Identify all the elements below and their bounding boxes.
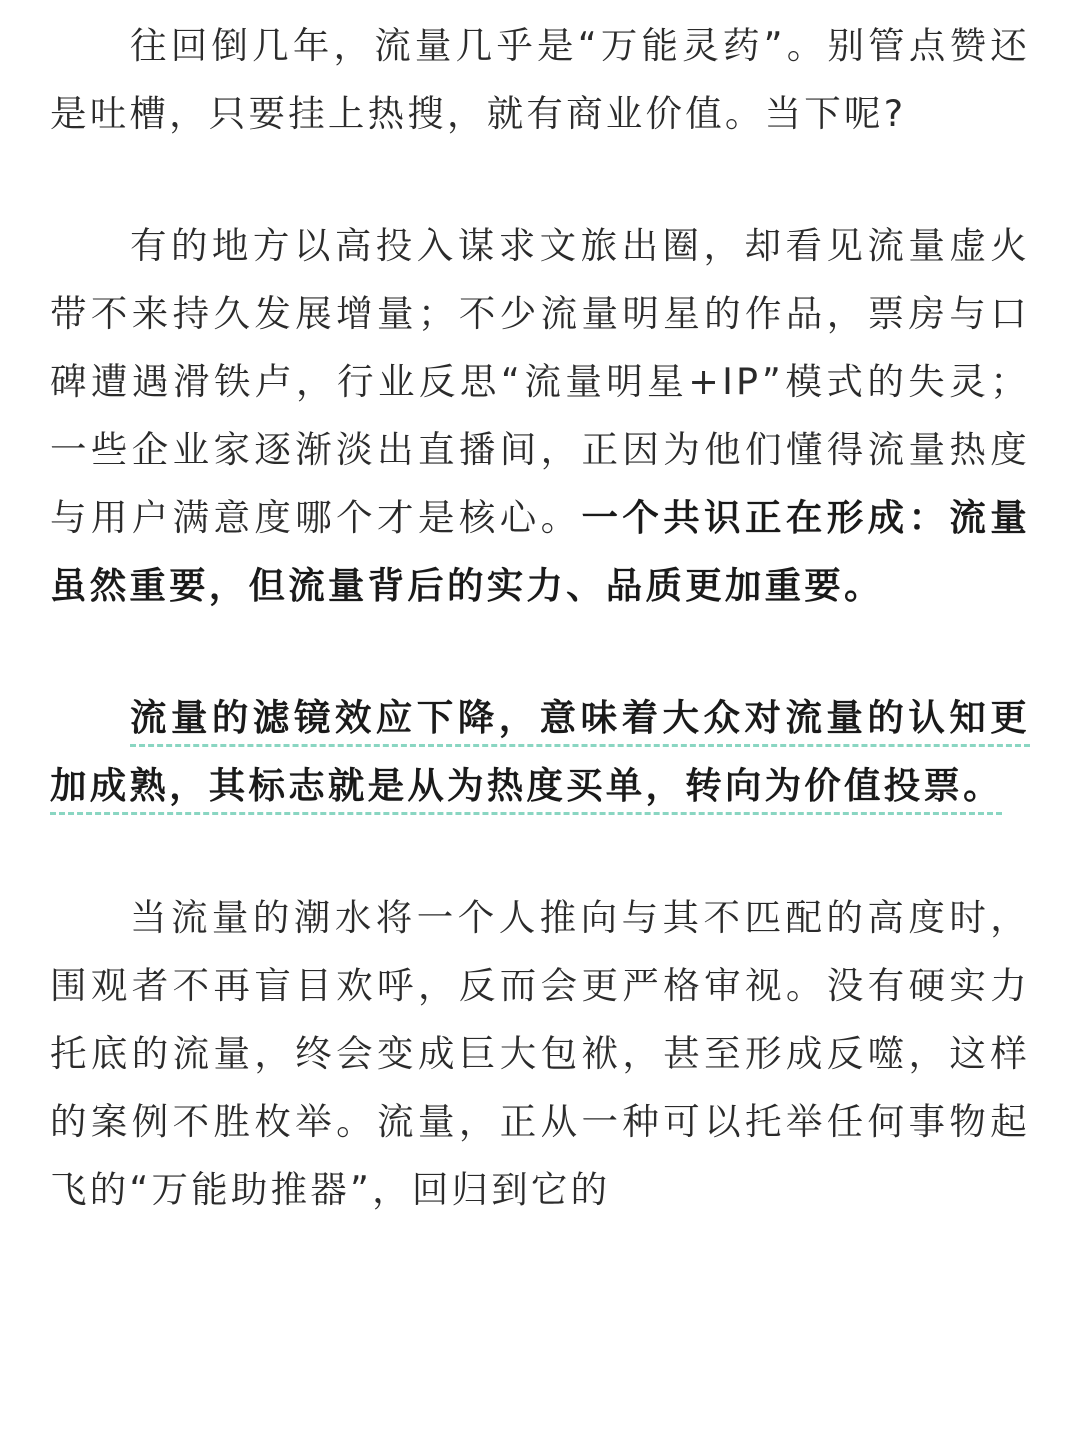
- paragraph-2-text: 有的地方以高投入谋求文旅出圈，却看见流量虚火带不来持久发展增量；不少流量明星的作品，票房与口碑遭遇滑铁卢，行业反思“流量明星+IP”模式的失灵；一些企业家逐渐淡出直播间，正因为他们懂得流量热度与用户满意度哪个才是核心。: [50, 224, 1030, 539]
- paragraph-2-bold-conclusion: 一个共识正在形成：流量虽然重要，但流量背后的实力、品质更加重要。: [50, 496, 1030, 607]
- article-body: [50, 12, 1030, 1288]
- paragraph-1: [50, 12, 1030, 148]
- paragraph-4-text: 当流量的潮水将一个人推向与其不匹配的高度时，围观者不再盲目欢呼，反而会更严格审视。没有硬实力托底的流量，终会变成巨大包袱，甚至形成反噬，这样的案例不胜枚举。流量，正从一种可以托举任何事物起飞的“万能助推器”，回归到它的: [50, 896, 1030, 1211]
- paragraph-3: [50, 684, 1030, 820]
- paragraph-3-highlighted-quote: 流量的滤镜效应下降，意味着大众对流量的认知更加成熟，其标志就是从为热度买单，转向为价值投票。: [50, 696, 1030, 807]
- paragraph-2: [50, 212, 1030, 620]
- paragraph-1-text: 往回倒几年，流量几乎是“万能灵药”。别管点赞还是吐槽，只要挂上热搜，就有商业价值。当下呢?: [50, 24, 1030, 135]
- paragraph-4: [50, 884, 1030, 1224]
